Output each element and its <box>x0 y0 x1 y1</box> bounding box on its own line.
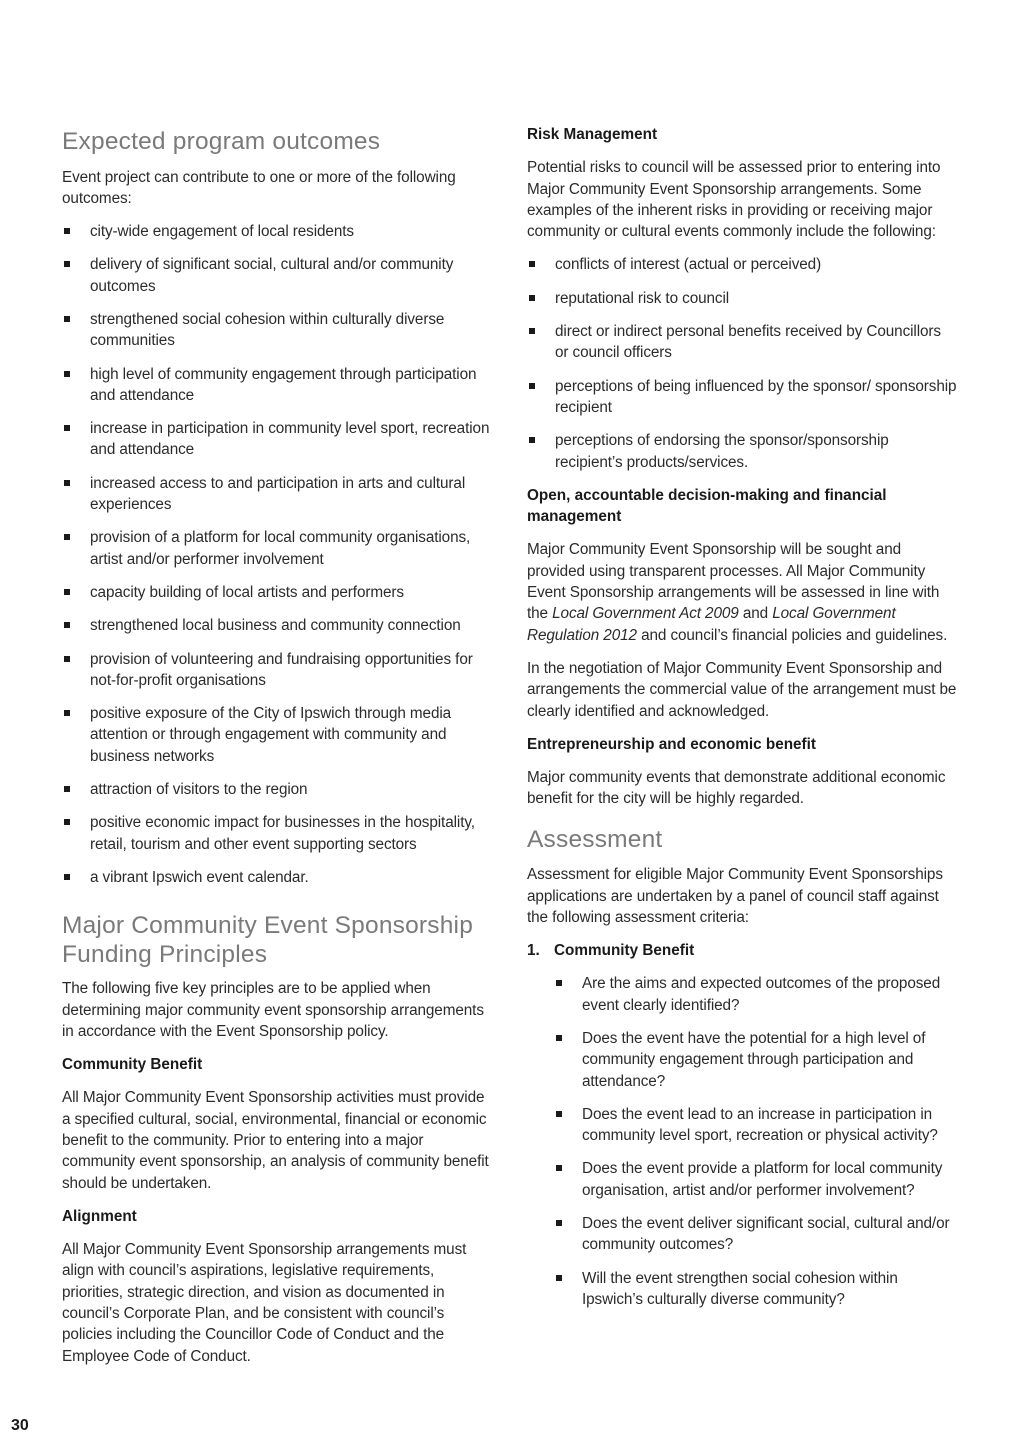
square-bullet-icon <box>556 1111 562 1117</box>
list-item: Does the event have the potential for a high level of community engagement through participation and attendance? <box>554 1028 957 1092</box>
list-item: attraction of visitors to the region <box>62 779 492 800</box>
square-bullet-icon <box>64 480 70 486</box>
list-item: high level of community engagement through participation and attendance <box>62 364 492 407</box>
risk-heading: Risk Management <box>527 126 658 143</box>
list-item: direct or indirect personal benefits received by Councillors or council officers <box>527 321 957 364</box>
assessment-heading: Assessment <box>527 825 663 853</box>
square-bullet-icon <box>529 295 535 301</box>
regulation-citation: Local Government Regulation 2012 <box>527 605 896 644</box>
square-bullet-icon <box>529 383 535 389</box>
square-bullet-icon <box>64 710 70 716</box>
square-bullet-icon <box>529 261 535 267</box>
square-bullet-icon <box>64 819 70 825</box>
list-item: provision of a platform for local community organisations, artist and/or performer involvement <box>62 527 492 570</box>
list-item: Does the event lead to an increase in participation in community level sport, recreation or physical activity? <box>554 1104 957 1147</box>
square-bullet-icon <box>529 437 535 443</box>
square-bullet-icon <box>64 534 70 540</box>
square-bullet-icon <box>64 371 70 377</box>
square-bullet-icon <box>556 1165 562 1171</box>
list-item: Will the event strengthen social cohesion within Ipswich’s culturally diverse community? <box>554 1268 957 1311</box>
list-item: increased access to and participation in arts and cultural experiences <box>62 473 492 516</box>
outcomes-heading: Expected program outcomes <box>62 128 381 155</box>
square-bullet-icon <box>64 786 70 792</box>
assessment-intro: Assessment for eligible Major Community Event Sponsorships applications are undertaken by a panel of council staff against the following assessment criteria: <box>527 866 943 926</box>
square-bullet-icon <box>64 589 70 595</box>
square-bullet-icon <box>64 656 70 662</box>
square-bullet-icon <box>556 1220 562 1226</box>
act-citation: Local Government Act 2009 <box>552 605 739 623</box>
negotiation-text: In the negotiation of Major Community Event Sponsorship and arrangements the commercial value of the arrangement must be clearly identified and acknowledged. <box>527 659 957 720</box>
page-number: 30 <box>11 1417 29 1434</box>
list-item: Does the event deliver significant social, cultural and/or community outcomes? <box>554 1213 957 1256</box>
criterion-questions-list <box>554 973 957 1310</box>
list-item: reputational risk to council <box>527 288 957 309</box>
square-bullet-icon <box>64 622 70 628</box>
list-item: provision of volunteering and fundraising opportunities for not-for-profit organisations <box>62 649 492 692</box>
list-item: capacity building of local artists and performers <box>62 582 492 603</box>
entrepreneurship-heading: Entrepreneurship and economic benefit <box>527 735 816 753</box>
list-item: conflicts of interest (actual or perceived) <box>527 254 957 275</box>
risk-intro: Potential risks to council will be assessed prior to entering into Major Community Event Sponsorship arrangements. Some examples of the inherent risks in providing or receiving major community or cultural events commonly include the following: <box>527 159 941 241</box>
square-bullet-icon <box>556 1275 562 1281</box>
community-benefit-text: All Major Community Event Sponsorship activities must provide a specified cultural, social, environmental, financial or economic benefit to the community. Prior to entering into a major community event sponsorship, an analysis of community benefit should be undertaken. <box>62 1089 489 1192</box>
square-bullet-icon <box>64 316 70 322</box>
square-bullet-icon <box>556 1035 562 1041</box>
list-item: delivery of significant social, cultural and/or community outcomes <box>62 254 492 297</box>
outcomes-intro: Event project can contribute to one or more of the following outcomes: <box>62 168 456 207</box>
square-bullet-icon <box>64 261 70 267</box>
left-column <box>62 124 492 1379</box>
square-bullet-icon <box>64 425 70 431</box>
criterion-title: Community Benefit <box>554 942 695 960</box>
outcomes-list <box>62 221 492 888</box>
alignment-heading: Alignment <box>62 1207 137 1225</box>
square-bullet-icon <box>64 874 70 880</box>
list-item: perceptions of endorsing the sponsor/sponsorship recipient’s products/services. <box>527 430 957 473</box>
criterion-community-benefit <box>527 940 957 961</box>
open-accountable-heading: Open, accountable decision-making and financial management <box>527 486 887 526</box>
list-item: positive exposure of the City of Ipswich through media attention or through engagement with community and business networks <box>62 703 492 767</box>
list-item: Are the aims and expected outcomes of the proposed event clearly identified? <box>554 973 957 1016</box>
right-column <box>527 124 957 1322</box>
community-benefit-heading: Community Benefit <box>62 1056 203 1074</box>
list-item: city-wide engagement of local residents <box>62 221 492 242</box>
list-item: strengthened local business and community connection <box>62 615 492 636</box>
open-accountable-text: Major Community Event Sponsorship will be sought and provided using transparent processes. All Major Community Event Sponsorship arrangements will be assessed in line with the Local Government Act 2009 and Local Government Regulation 2012 and council’s financial policies and guidelines. <box>527 541 948 644</box>
square-bullet-icon <box>64 228 70 234</box>
list-item: increase in participation in community level sport, recreation and attendance <box>62 418 492 461</box>
list-item: perceptions of being influenced by the sponsor/ sponsorship recipient <box>527 376 957 419</box>
list-item: strengthened social cohesion within culturally diverse communities <box>62 309 492 352</box>
criterion-number: 1. <box>527 942 540 960</box>
risks-list <box>527 254 957 472</box>
entrepreneurship-text: Major community events that demonstrate additional economic benefit for the city will be highly regarded. <box>527 769 946 808</box>
principles-intro: The following five key principles are to be applied when determining major community event sponsorship arrangements in accordance with the Event Sponsorship policy. <box>62 980 484 1040</box>
square-bullet-icon <box>529 328 535 334</box>
alignment-text: All Major Community Event Sponsorship arrangements must align with council’s aspirations, legislative requirements, priorities, strategic direction, and vision as documented in council’s Corporate Plan, and be consistent with council’s policies including the Councillor Code of Conduct and the Employee Code of Conduct. <box>62 1241 467 1365</box>
list-item: a vibrant Ipswich event calendar. <box>62 867 492 888</box>
list-item: positive economic impact for businesses in the hospitality, retail, tourism and other event supporting sectors <box>62 812 492 855</box>
principles-heading: Major Community Event Sponsorship Funding Principles <box>62 912 474 968</box>
square-bullet-icon <box>556 980 562 986</box>
list-item: Does the event provide a platform for local community organisation, artist and/or performer involvement? <box>554 1158 957 1201</box>
